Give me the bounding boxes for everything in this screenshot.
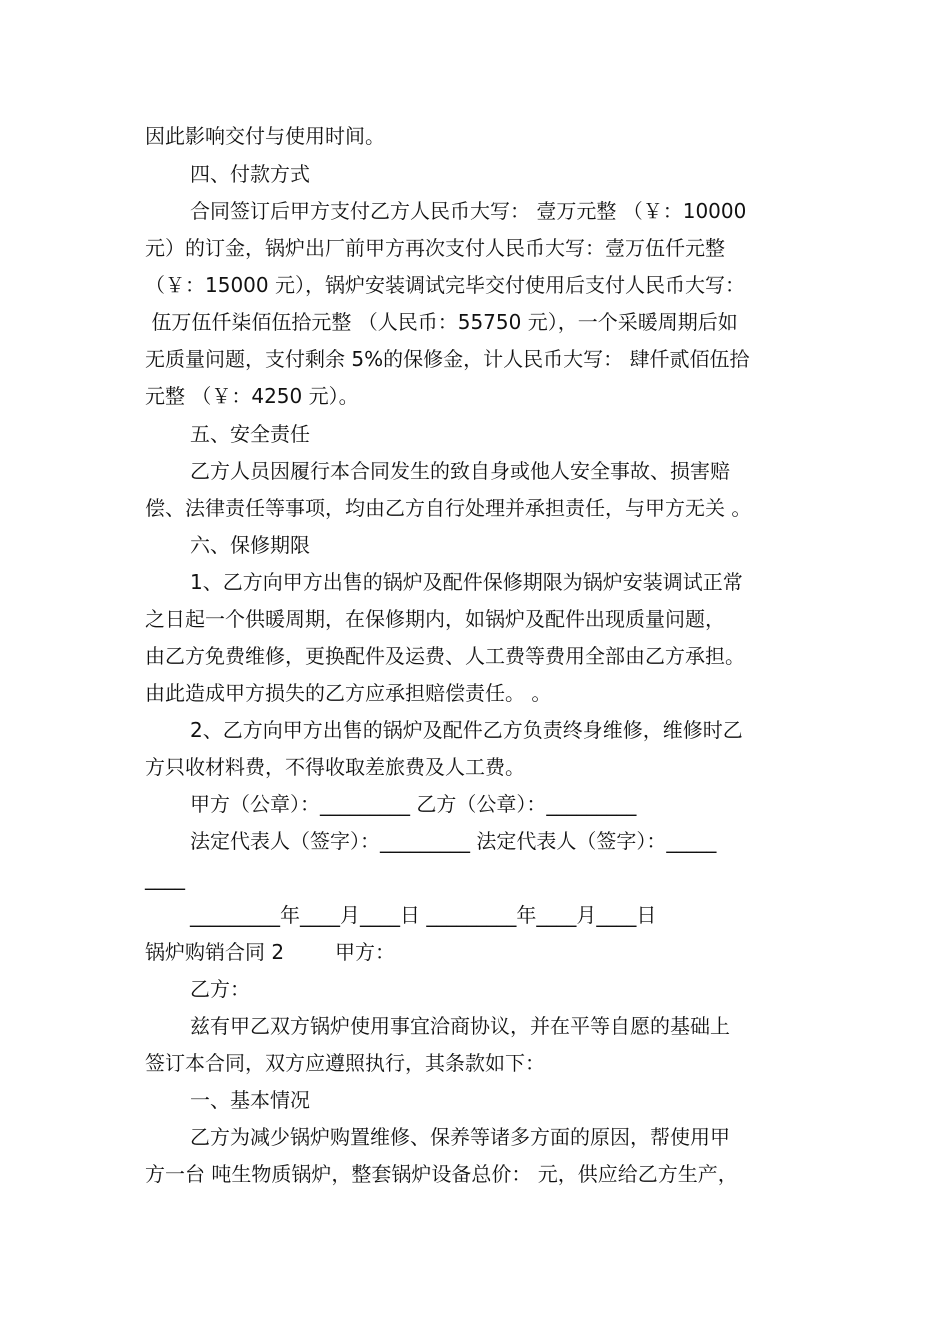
text-line: 因此影响交付与使用时间。 (145, 124, 385, 148)
text-line: 乙方人员因履行本合同发生的致自身或他人安全事故、损害赔 (190, 459, 730, 483)
section-heading: 五、安全责任 (190, 422, 310, 446)
text-line: 签订本合同，双方应遵照执行，其条款如下： (145, 1051, 545, 1075)
text-line: 之日起一个供暖周期，在保修期内，如锅炉及配件出现质量问题， (145, 607, 725, 631)
text-line: 方只收材料费，不得收取差旅费及人工费。 (145, 755, 525, 779)
text-line: 伍万伍仟柒佰伍拾元整 （人民币：55750 元），一个采暖周期后如 (145, 310, 738, 334)
text-line: 元）的订金，锅炉出厂前甲方再次支付人民币大写：壹万伍仟元整 (145, 236, 725, 260)
signature-line-seal: 甲方（公章）：_________ 乙方（公章）：_________ (190, 792, 637, 816)
signature-line-representative: 法定代表人（签字）：_________ 法定代表人（签字）：_____ (190, 829, 717, 853)
contract-title: 锅炉购销合同 2 甲方： (145, 940, 395, 964)
text-line: 1、乙方向甲方出售的锅炉及配件保修期限为锅炉安装调试正常 (190, 570, 743, 594)
text-line: 2、乙方向甲方出售的锅炉及配件乙方负责终身维修，维修时乙 (190, 718, 743, 742)
text-line: 由此造成甲方损失的乙方应承担赔偿责任。 。 (145, 681, 552, 705)
signature-line-continuation: ____ (145, 866, 185, 890)
section-heading: 六、保修期限 (190, 533, 310, 557)
party-b-label: 乙方： (190, 977, 250, 1001)
text-line: 方一台 吨生物质锅炉，整套锅炉设备总价： 元，供应给乙方生产， (145, 1162, 738, 1186)
date-line: _________年____月____日 _________年____月____日 (190, 903, 657, 927)
section-heading: 四、付款方式 (190, 162, 310, 186)
text-line: 偿、法律责任等事项，均由乙方自行处理并承担责任，与甲方无关 。 (145, 496, 752, 520)
text-line: 乙方为减少锅炉购置维修、保养等诸多方面的原因，帮使用甲 (190, 1125, 730, 1149)
text-line: 元整 （￥：4250 元）。 (145, 384, 359, 408)
text-line: 兹有甲乙双方锅炉使用事宜洽商协议，并在平等自愿的基础上 (190, 1014, 730, 1038)
text-line: （￥：15000 元），锅炉安装调试完毕交付使用后支付人民币大写： (145, 273, 745, 297)
text-line: 无质量问题，支付剩余 5%的保修金，计人民币大写： 肆仟贰佰伍拾 (145, 347, 750, 371)
text-line: 合同签订后甲方支付乙方人民币大写： 壹万元整 （￥：10000 (190, 199, 747, 223)
text-line: 由乙方免费维修，更换配件及运费、人工费等费用全部由乙方承担。 (145, 644, 745, 668)
section-heading: 一、基本情况 (190, 1088, 310, 1112)
